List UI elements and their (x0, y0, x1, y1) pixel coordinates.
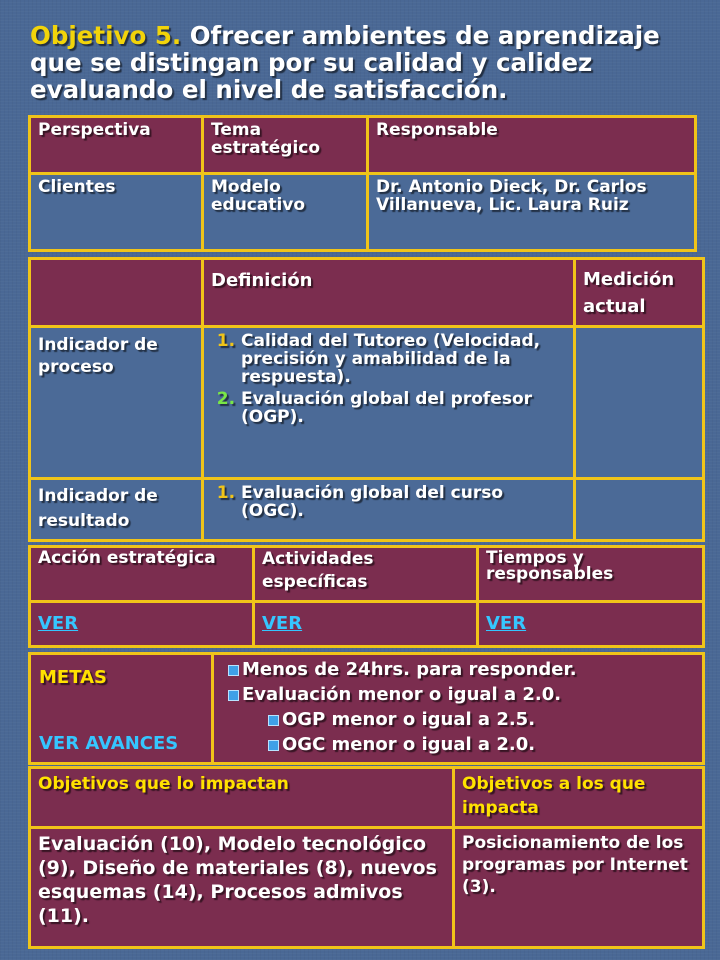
process-definition (203, 327, 575, 479)
goal-item-1: Menos de 24hrs. para responder. (242, 657, 695, 682)
goal-item-2: Evaluación menor o igual a 2.0. (242, 682, 695, 707)
goal-subitem-2: OGC menor o igual a 2.0. (282, 732, 695, 757)
header-perspectiva: Perspectiva (30, 117, 203, 174)
cell-objetivos-impactan: Evaluación (10), Modelo tecnológico (9), Diseño de materiales (8), nuevos esquemas (14), Procesos admivos (11). (30, 828, 454, 948)
label-indicador-resultado: Indicador de resultado (30, 479, 203, 541)
accion-cell (30, 602, 254, 647)
label-indicador-proceso: Indicador de proceso (30, 327, 203, 479)
cell-objetivos-impacta: Posicionamiento de los programas por Internet (3). (454, 828, 704, 948)
ver-actividades-link[interactable]: VER (262, 613, 303, 634)
header-accion: Acción estratégica (30, 547, 254, 602)
cell-perspectiva: Clientes (30, 174, 203, 251)
perspective-table (28, 115, 697, 252)
header-objetivos-impactan: Objetivos que lo impactan (30, 768, 454, 828)
goals-table (28, 652, 705, 765)
cell-responsable: Dr. Antonio Dieck, Dr. Carlos Villanueva, Lic. Laura Ruiz (368, 174, 696, 251)
header-tiempos: Tiempos y responsables (478, 547, 704, 602)
result-item-1: 1. Evaluación global del curso (OGC). (241, 484, 566, 520)
header-tema: Tema estratégico (203, 117, 368, 174)
slide-title (30, 22, 710, 103)
cell-tema: Modelo educativo (203, 174, 368, 251)
result-measurement (575, 479, 704, 541)
ver-accion-link[interactable]: VER (38, 613, 79, 634)
header-definicion: Definición (203, 259, 575, 327)
goals-list-cell (213, 654, 704, 764)
actions-table (28, 545, 705, 648)
header-objetivos-impacta: Objetivos a los que impacta (454, 768, 704, 828)
header-empty (30, 259, 203, 327)
header-actividades: Actividades específicas (254, 547, 478, 602)
header-responsable: Responsable (368, 117, 696, 174)
actividades-cell (254, 602, 478, 647)
result-definition (203, 479, 575, 541)
ver-avances-link[interactable]: VER AVANCES (39, 733, 179, 754)
objective-number: Objetivo 5. (30, 21, 182, 50)
impact-table (28, 766, 705, 949)
indicators-table (28, 257, 705, 542)
process-item-1: 1. Calidad del Tutoreo (Velocidad, precisión y amabilidad de la respuesta). (241, 332, 566, 386)
header-medicion: Medición actual (575, 259, 704, 327)
process-item-2: 2. Evaluación global del profesor (OGP). (241, 390, 566, 426)
goals-label-cell (30, 654, 213, 764)
process-measurement (575, 327, 704, 479)
tiempos-cell (478, 602, 704, 647)
objective-text: Ofrecer ambientes de aprendizaje que se distingan por su calidad y calidez evaluando el nivel de satisfacción. (30, 21, 660, 104)
ver-tiempos-link[interactable]: VER (486, 613, 527, 634)
metas-label: METAS (39, 667, 107, 688)
goal-subitem-1: OGP menor o igual a 2.5. (282, 707, 695, 732)
